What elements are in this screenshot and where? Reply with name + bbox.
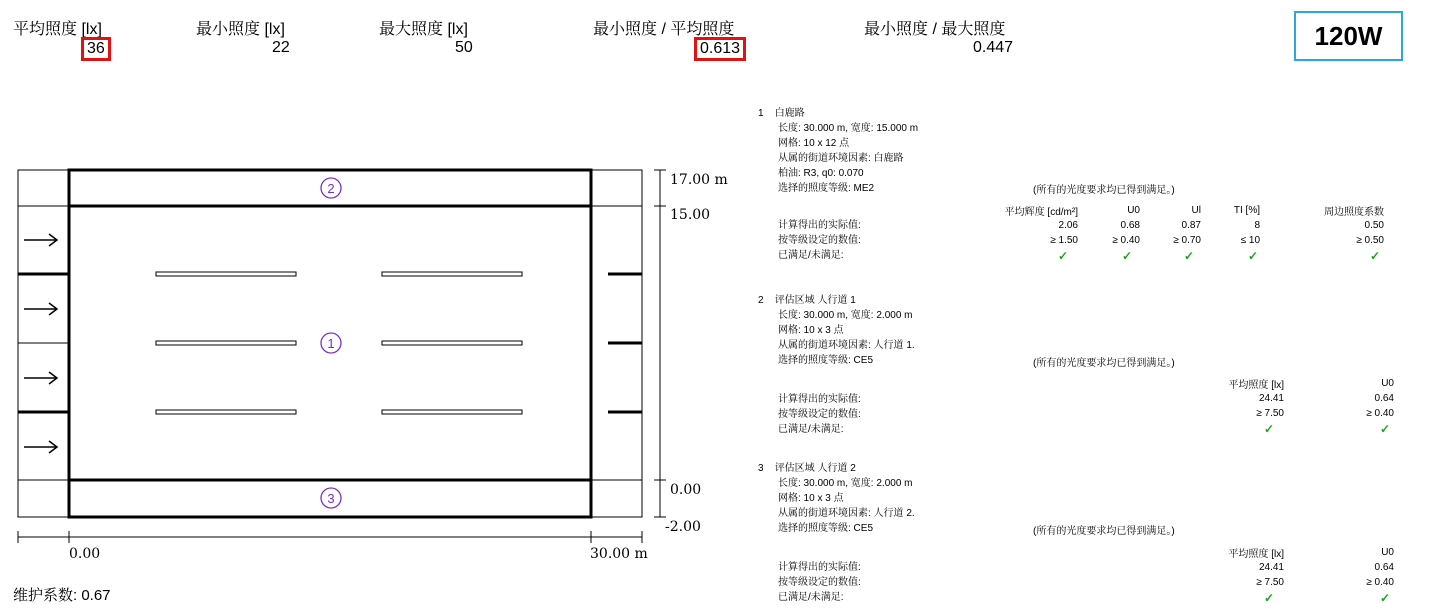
cell-value: ≥ 0.40 [1366, 577, 1394, 588]
stat-value: 50 [455, 39, 473, 56]
column-header: U0 [1127, 205, 1140, 216]
y-dimension-label: 17.00 m [670, 172, 728, 188]
area-marker-label: 2 [327, 181, 335, 196]
results-table-2 [1200, 376, 1394, 436]
column-header: U0 [1381, 547, 1394, 558]
luminaire-icon [382, 272, 522, 276]
evaluation-rows-3 [758, 560, 861, 605]
stat-label: 最大照度 [lx] [379, 21, 468, 38]
cell-value: ≥ 0.70 [1173, 235, 1201, 246]
area-detail: 网格: 10 x 3 点 [778, 493, 844, 504]
row-label: 按等级设定的数值: [778, 577, 861, 588]
area-detail: 网格: 10 x 12 点 [778, 138, 850, 149]
cell-value: ≥ 0.50 [1356, 235, 1384, 246]
evaluation-area-2 [758, 293, 915, 368]
area-name: 评估区域 人行道 2 [774, 463, 856, 474]
stat-value: 0.447 [973, 39, 1014, 56]
stat-average-illuminance [13, 16, 105, 57]
area-detail: 长度: 30.000 m, 宽度: 15.000 m [778, 123, 919, 134]
column-header: 平均照度 [lx] [1228, 380, 1284, 391]
area-number: 3 [758, 463, 764, 474]
stat-label: 最小照度 / 平均照度 [593, 21, 735, 38]
check-icon: ✓ [1247, 248, 1258, 263]
stat-label: 最小照度 [lx] [196, 21, 285, 38]
check-icon: ✓ [1379, 421, 1390, 436]
area-name: 白鹿路 [774, 108, 805, 119]
luminaire-icon [156, 272, 296, 276]
column-header: 平均辉度 [cd/m²] [1004, 207, 1078, 218]
stat-max-illuminance [379, 16, 473, 56]
arrow-right-icon [24, 234, 57, 246]
row-label: 按等级设定的数值: [778, 235, 861, 246]
area-detail: 网格: 10 x 3 点 [778, 325, 844, 336]
maintenance-factor: 维护系数: 0.67 [13, 587, 111, 604]
column-header: Ul [1191, 205, 1201, 216]
area-number: 1 [758, 108, 764, 119]
area-detail: 从属的街道环境因素: 白鹿路 [778, 153, 904, 164]
y-dimension-label: 0.00 [670, 482, 702, 498]
stat-value: 22 [272, 39, 290, 56]
cell-value: ≥ 0.40 [1366, 408, 1394, 419]
stat-uniformity-min-avg [593, 16, 741, 57]
y-dimension-label: -2.00 [665, 519, 701, 535]
area-marker-label: 3 [327, 491, 335, 506]
area-detail: 选择的照度等级: CE5 [778, 523, 874, 534]
cell-value: ≤ 10 [1240, 235, 1260, 246]
area-detail: 长度: 30.000 m, 宽度: 2.000 m [778, 478, 913, 489]
arrow-right-icon [24, 303, 57, 315]
check-icon: ✓ [1369, 248, 1380, 263]
arrow-right-icon [24, 372, 57, 384]
row-label: 已满足/未满足: [778, 250, 844, 261]
area-name: 评估区域 人行道 1 [774, 295, 856, 306]
stat-value: 36 [81, 37, 111, 61]
cell-value: ≥ 1.50 [1050, 235, 1078, 246]
area-marker-label: 1 [327, 336, 335, 351]
cell-value: 0.50 [1364, 220, 1384, 231]
cell-value: 8 [1254, 220, 1260, 231]
cell-value: 0.87 [1181, 220, 1201, 231]
cell-value: 0.68 [1120, 220, 1140, 231]
area-detail: 选择的照度等级: ME2 [778, 183, 875, 194]
cell-value: 2.06 [1058, 220, 1078, 231]
cell-value: 24.41 [1258, 562, 1284, 573]
check-icon: ✓ [1263, 421, 1274, 436]
row-label: 计算得出的实际值: [778, 562, 861, 573]
area-number: 2 [758, 295, 764, 306]
cell-value: ≥ 0.40 [1112, 235, 1140, 246]
luminaire-icon [156, 410, 296, 414]
column-header: 周边照度系数 [1324, 207, 1384, 218]
luminaire-icon [382, 410, 522, 414]
stat-uniformity-min-max [864, 16, 1014, 56]
luminaire-icon [382, 341, 522, 345]
requirements-note: (所有的光度要求均已得到满足。) [1033, 185, 1175, 196]
road-plan-diagram [0, 150, 740, 570]
area-detail: 选择的照度等级: CE5 [778, 355, 874, 366]
column-header: TI [%] [1233, 205, 1260, 216]
x-dimension-label: 30.00 m [590, 546, 648, 562]
area-detail: 从属的街道环境因素: 人行道 2. [778, 508, 915, 519]
area-detail: 从属的街道环境因素: 人行道 1. [778, 340, 915, 351]
area-detail: 柏油: R3, q0: 0.070 [778, 168, 864, 179]
column-header: 平均照度 [lx] [1228, 549, 1284, 560]
row-label: 按等级设定的数值: [778, 409, 861, 420]
row-label: 计算得出的实际值: [778, 220, 861, 231]
column-header: U0 [1381, 378, 1394, 389]
stat-label: 平均照度 [lx] [13, 21, 102, 38]
area-detail: 长度: 30.000 m, 宽度: 2.000 m [778, 310, 913, 321]
row-label: 已满足/未满足: [778, 592, 844, 603]
row-label: 已满足/未满足: [778, 424, 844, 435]
requirements-note: (所有的光度要求均已得到满足。) [1033, 358, 1175, 369]
stat-min-illuminance [196, 16, 290, 56]
check-icon: ✓ [1121, 248, 1132, 263]
arrow-right-icon [24, 441, 57, 453]
cell-value: 0.64 [1374, 562, 1394, 573]
power-badge: 120W [1294, 11, 1403, 61]
check-icon: ✓ [1379, 590, 1390, 605]
stat-value: 0.613 [694, 37, 746, 61]
row-label: 计算得出的实际值: [778, 394, 861, 405]
luminaire-icon [156, 341, 296, 345]
cell-value: 0.64 [1374, 393, 1394, 404]
y-dimension-label: 15.00 [670, 207, 711, 223]
evaluation-area-3 [758, 461, 915, 536]
requirements-note: (所有的光度要求均已得到满足。) [1033, 526, 1175, 537]
x-dimension-label: 0.00 [69, 546, 101, 562]
cell-value: ≥ 7.50 [1256, 408, 1284, 419]
evaluation-area-1 [758, 106, 918, 196]
results-table-1 [960, 203, 1384, 263]
cell-value: 24.41 [1258, 393, 1284, 404]
results-table-3 [1200, 545, 1394, 605]
check-icon: ✓ [1183, 248, 1194, 263]
evaluation-rows-2 [758, 392, 861, 437]
check-icon: ✓ [1057, 248, 1068, 263]
stat-label: 最小照度 / 最大照度 [864, 21, 1006, 38]
cell-value: ≥ 7.50 [1256, 577, 1284, 588]
evaluation-rows-1 [758, 218, 861, 263]
check-icon: ✓ [1263, 590, 1274, 605]
